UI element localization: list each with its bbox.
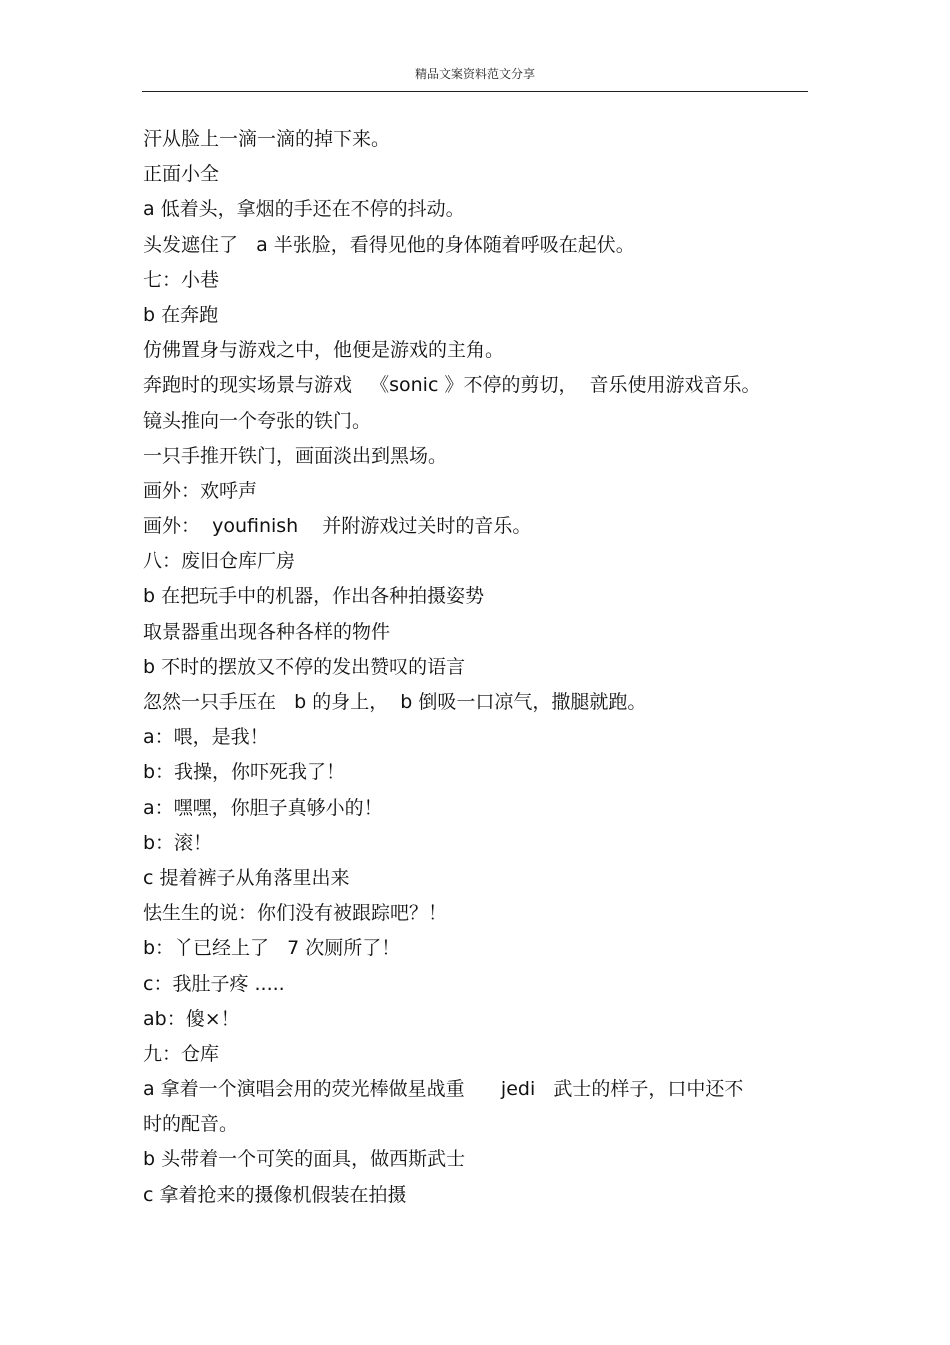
text-line: 一只手推开铁门，画面淡出到黑场。 <box>143 444 448 467</box>
text-line: 仿佛置身与游戏之中，他便是游戏的主角。 <box>143 339 505 362</box>
text-line: 奔跑时的现实场景与游戏 《sonic 》不停的剪切， 音乐使用游戏音乐。 <box>143 374 761 397</box>
text-line: 汗从脸上一滴一滴的掉下来。 <box>143 128 391 150</box>
text-line: 镜头推向一个夸张的铁门。 <box>143 409 372 432</box>
text-line: 画外：欢呼声 <box>143 479 258 502</box>
text-line: 九：仓库 <box>143 1042 220 1065</box>
text-line: c 提着裤子从角落里出来 <box>143 866 350 889</box>
text-line: b：丫已经上了 7 次厕所了！ <box>143 937 401 960</box>
text-line: b：我操，你吓死我了！ <box>143 761 346 784</box>
text-line: b：滚！ <box>143 831 213 854</box>
text-line: 正面小全 <box>143 163 220 186</box>
text-line: b 头带着一个可笑的面具，做西斯武士 <box>143 1148 466 1171</box>
text-line: a：喂，是我！ <box>143 726 269 749</box>
text-line: 七：小巷 <box>143 268 220 291</box>
text-line: b 在奔跑 <box>143 303 219 326</box>
header-rule <box>142 91 808 92</box>
text-line: c：我肚子疼 ..... <box>143 972 285 995</box>
text-line: 头发遮住了 a 半张脸，看得见他的身体随着呼吸在起伏。 <box>143 233 635 256</box>
text-line: a 低着头，拿烟的手还在不停的抖动。 <box>143 198 465 221</box>
text-line: 怯生生的说：你们没有被跟踪吧？！ <box>143 902 448 925</box>
document-body <box>143 122 813 1213</box>
text-line: 取景器重出现各种各样的物件 <box>143 620 391 643</box>
text-line: c 拿着抢来的摄像机假装在拍摄 <box>143 1183 407 1206</box>
text-line: 八：废旧仓库厂房 <box>143 550 296 573</box>
text-line: a：嘿嘿，你胆子真够小的！ <box>143 796 383 819</box>
text-line: b 在把玩手中的机器，作出各种拍摄姿势 <box>143 585 485 608</box>
text-line: 时的配音。 <box>143 1113 239 1136</box>
text-line: 忽然一只手压在 b 的身上， b 倒吸一口凉气，撒腿就跑。 <box>143 691 647 713</box>
text-line: 画外： youfinish 并附游戏过关时的音乐。 <box>143 515 532 538</box>
page-header: 精品文案资料范文分享 <box>414 67 535 81</box>
text-line: a 拿着一个演唱会用的荧光棒做星战重 jedi 武士的样子，口中还不 <box>143 1078 744 1101</box>
text-line: ab：傻×！ <box>143 1007 240 1030</box>
text-line: b 不时的摆放又不停的发出赞叹的语言 <box>143 655 466 678</box>
